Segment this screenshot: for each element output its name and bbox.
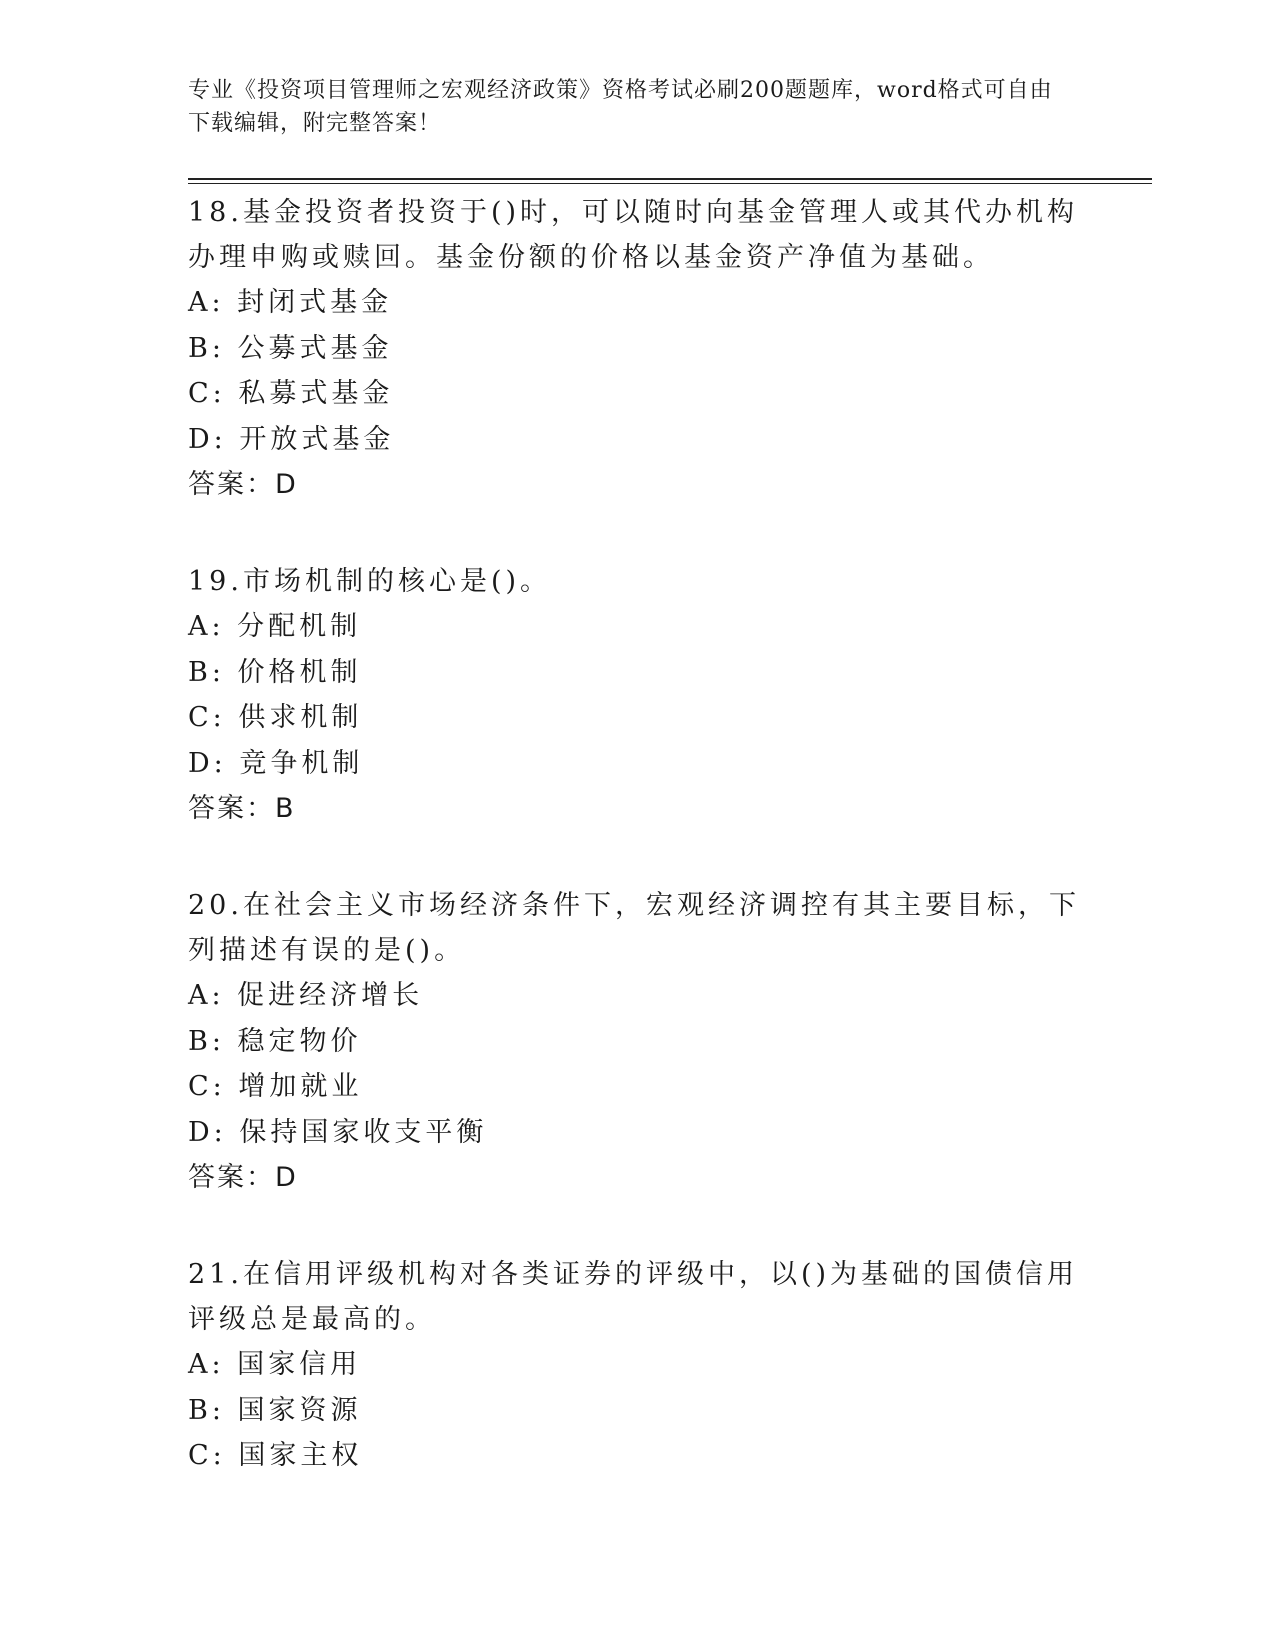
question-stem: 18.基金投资者投资于()时，可以随时向基金管理人或其代办机构办理申购或赎回。基金份额的价格以基金资产净值为基础。: [188, 197, 1079, 273]
option-c: C: 私募式基金: [188, 378, 394, 409]
question-19: [188, 559, 1088, 831]
answer: 答案：B: [188, 793, 296, 824]
option-d: D: 开放式基金: [188, 423, 395, 455]
option-a: A: 封闭式基金: [188, 287, 393, 318]
option-d: D: 保持国家收支平衡: [188, 1116, 488, 1148]
question-stem: 19.市场机制的核心是()。: [188, 566, 552, 597]
header-divider-thick: [188, 178, 1152, 180]
option-d: D: 竞争机制: [188, 747, 364, 779]
option-c: C: 国家主权: [188, 1440, 363, 1471]
option-c: C: 增加就业: [188, 1071, 363, 1102]
question-stem: 21.在信用评级机构对各类证券的评级中，以()为基础的国债信用评级总是最高的。: [188, 1259, 1079, 1335]
option-a: A: 国家信用: [188, 1349, 362, 1380]
question-18: [188, 190, 1088, 507]
answer: 答案：D: [188, 469, 298, 500]
header-divider-thin: [188, 183, 1152, 184]
option-a: A: 分配机制: [188, 611, 362, 642]
option-a: A: 促进经济增长: [188, 980, 424, 1011]
option-b: B: 公募式基金: [188, 332, 393, 364]
question-20: [188, 883, 1088, 1200]
option-b: B: 价格机制: [188, 656, 362, 688]
option-b: B: 国家资源: [188, 1394, 362, 1426]
option-c: C: 供求机制: [188, 702, 363, 733]
question-21: [188, 1252, 1088, 1479]
document-header: 专业《投资项目管理师之宏观经济政策》资格考试必刷200题题库，word格式可自由下载编辑，附完整答案！: [188, 78, 1053, 136]
question-list: [188, 190, 1088, 1531]
question-stem: 20.在社会主义市场经济条件下，宏观经济调控有其主要目标，下列描述有误的是()。: [188, 890, 1080, 966]
option-b: B: 稳定物价: [188, 1025, 362, 1057]
answer: 答案：D: [188, 1162, 298, 1193]
